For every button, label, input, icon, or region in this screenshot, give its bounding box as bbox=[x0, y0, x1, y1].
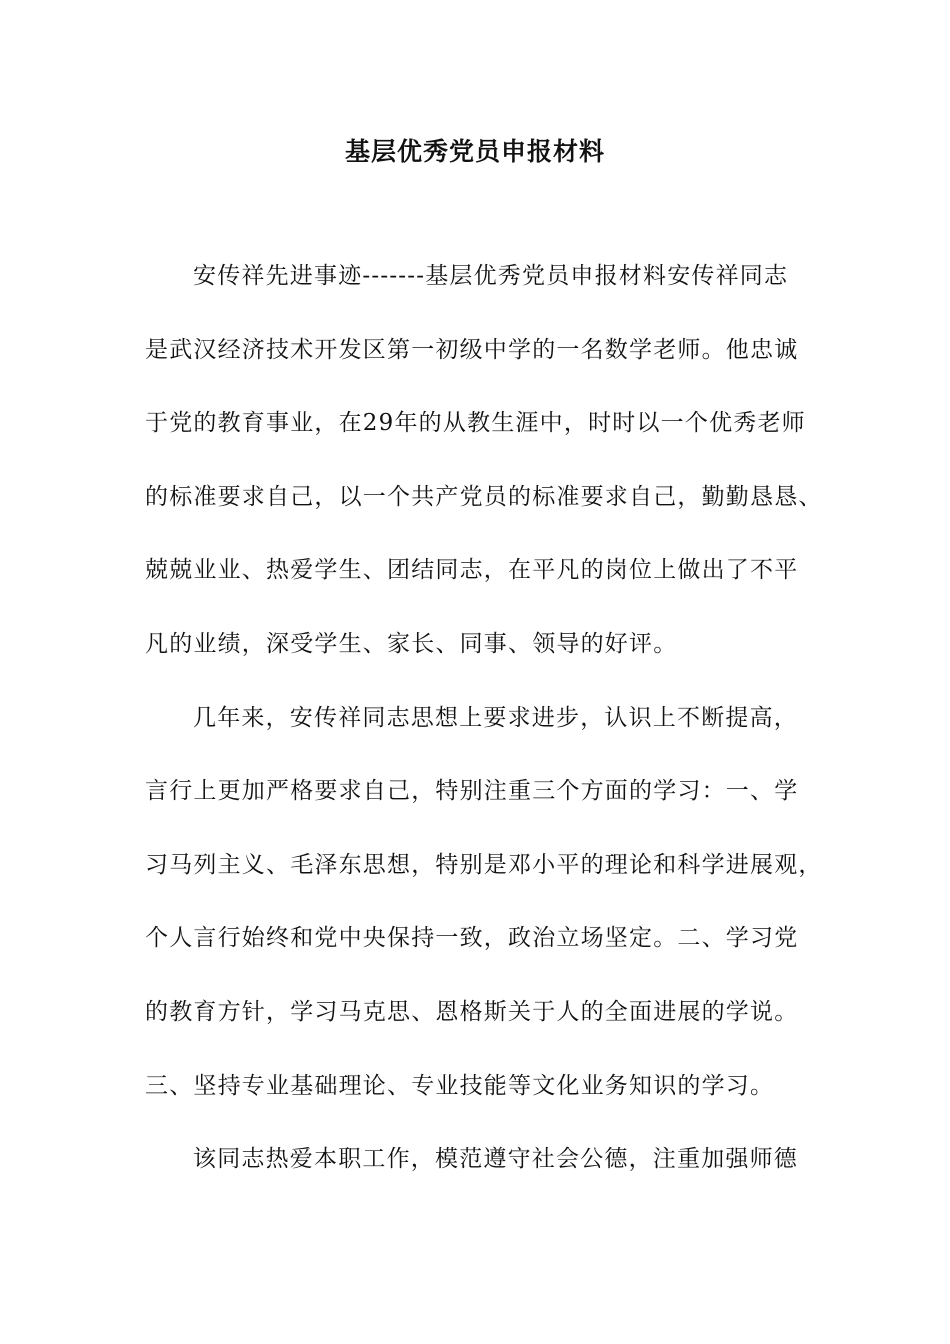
text-line: 言行上更加严格要求自己，特别注重三个方面的学习：一、学 bbox=[145, 778, 799, 805]
text-line: 该同志热爱本职工作，模范遵守社会公德，注重加强师德 bbox=[193, 1146, 798, 1173]
text-line: 的标准要求自己，以一个共产党员的标准要求自己，勤勤恳恳、 bbox=[145, 483, 823, 510]
text-line: 是武汉经济技术开发区第一初级中学的一名数学老师。他忠诚 bbox=[145, 336, 799, 363]
text-line: 个人言行始终和党中央保持一致，政治立场坚定。二、学习党 bbox=[145, 925, 799, 952]
text-line: 安传祥先进事迹-------基层优秀党员申报材料安传祥同志 bbox=[193, 263, 789, 289]
document-title: 基层优秀党员申报材料 bbox=[344, 137, 605, 166]
text-line: 的教育方针，学习马克思、恩格斯关于人的全面进展的学说。 bbox=[145, 998, 799, 1025]
text-line: 凡的业绩，深受学生、家长、同事、领导的好评。 bbox=[145, 630, 678, 657]
text-line: 几年来，安传祥同志思想上要求进步，认识上不断提高， bbox=[193, 704, 798, 731]
text-line: 习马列主义、毛泽东思想，特别是邓小平的理论和科学进展观， bbox=[145, 851, 823, 878]
document-body bbox=[145, 253, 835, 1210]
text-line: 三、坚持专业基础理论、专业技能等文化业务知识的学习。 bbox=[145, 1072, 775, 1099]
text-line: 于党的教育事业，在29年的从教生涯中，时时以一个优秀老师 bbox=[145, 410, 806, 437]
text-line: 兢兢业业、热爱学生、团结同志，在平凡的岗位上做出了不平 bbox=[145, 557, 799, 584]
